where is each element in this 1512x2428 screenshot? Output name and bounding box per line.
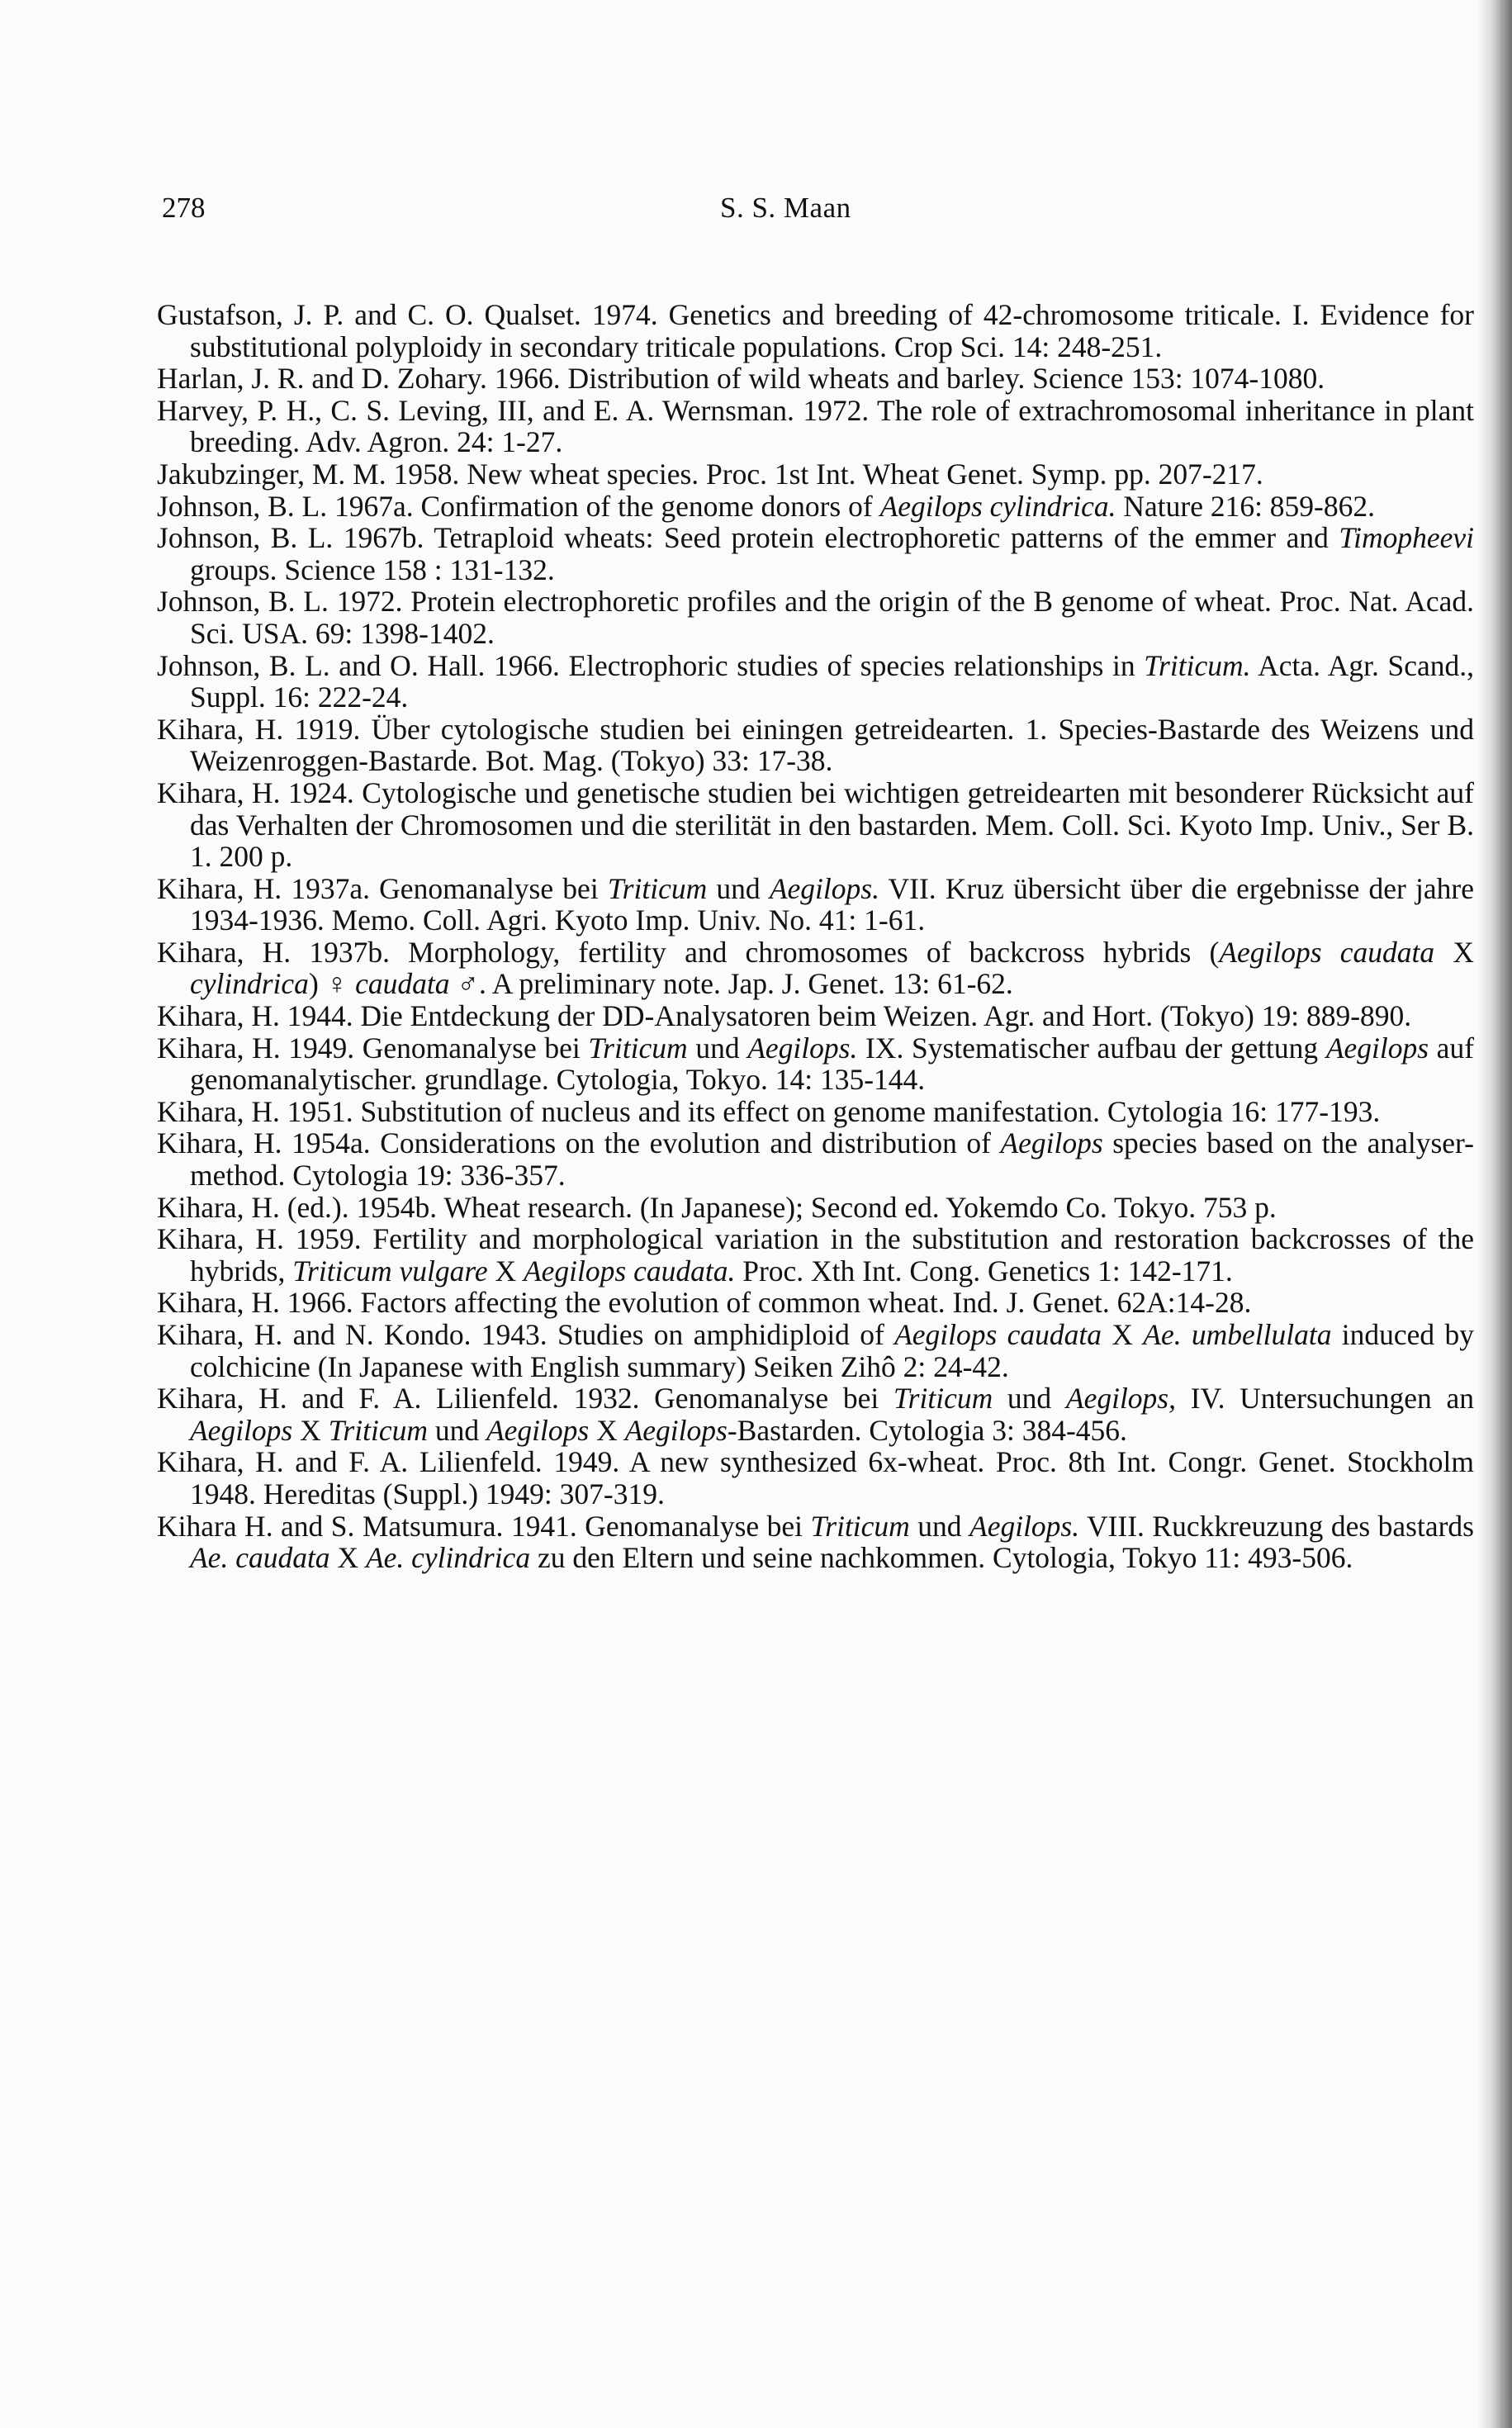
reference-italic-text: Aegilops cylindrica.: [879, 489, 1116, 523]
reference-text: Kihara, H. 1949. Genomanalyse bei: [157, 1031, 589, 1065]
reference-text: -Bastarden. Cytologia 3: 384-456.: [727, 1413, 1127, 1447]
reference-italic-text: Triticum: [893, 1382, 993, 1416]
reference-text: Jakubzinger, M. M. 1958. New wheat species. Proc. 1st Int. Wheat Genet. Symp. pp. 207-217.: [157, 457, 1263, 491]
reference-text: Kihara, H. 1919. Über cytologische studien bei einingen getreidearten. 1. Species-Bastarde des Weizens und Weizenroggen-Bastarde. Bot. Mag. (Tokyo) 33: 17-38.: [157, 712, 1474, 778]
page-edge-shadow: [1477, 0, 1512, 2428]
reference-entry: [157, 586, 1474, 649]
reference-text: Kihara, H. (ed.). 1954b. Wheat research. (In Japanese); Second ed. Yokemdo Co. Tokyo. 753 p.: [157, 1190, 1277, 1224]
reference-entry: [157, 777, 1474, 873]
reference-text: Kihara H. and S. Matsumura. 1941. Genomanalyse bei: [157, 1509, 811, 1543]
reference-italic-text: Ae. cylindrica: [365, 1541, 531, 1575]
reference-text: Acta. Agr. Scand., Suppl. 16: 222-24.: [190, 648, 1474, 714]
reference-entry: [157, 299, 1474, 363]
reference-text: X: [1434, 935, 1474, 969]
reference-text: Kihara, H. 1944. Die Entdeckung der DD-Analysatoren beim Weizen. Agr. and Hort. (Tokyo) 19: 889-890.: [157, 999, 1412, 1033]
reference-italic-text: Aegilops: [190, 1413, 293, 1447]
reference-italic-text: Aegilops.: [969, 1509, 1080, 1543]
reference-text: Johnson, B. L. 1967b. Tetraploid wheats: Seed protein electrophoretic patterns of the emmer and: [157, 521, 1339, 555]
reference-italic-text: Aegilops caudata: [1219, 935, 1435, 969]
reference-text: Harlan, J. R. and D. Zohary. 1966. Distribution of wild wheats and barley. Science 153: 1074-1080.: [157, 362, 1325, 396]
reference-italic-text: Triticum: [607, 871, 708, 905]
reference-italic-text: Triticum: [328, 1413, 428, 1447]
reference-entry: [157, 1127, 1474, 1191]
reference-text: Kihara, H. 1954a. Considerations on the evolution and distribution of: [157, 1126, 1001, 1160]
reference-text: Kihara, H. 1951. Substitution of nucleus and its effect on genome manifestation. Cytologia 16: 177-193.: [157, 1094, 1381, 1128]
reference-text: Harvey, P. H., C. S. Leving, III, and E. A. Wernsman. 1972. The role of extrachromosomal inheritance in plant breeding. Adv. Agron. 24: 1-27.: [157, 393, 1474, 459]
reference-italic-text: caudata: [355, 967, 450, 1001]
reference-italic-text: Aegilops: [1325, 1031, 1429, 1065]
reference-text: und: [909, 1509, 970, 1543]
running-head: S. S. Maan: [720, 192, 851, 224]
reference-text: Johnson, B. L. 1967a. Confirmation of the genome donors of: [157, 489, 880, 523]
reference-entry: [157, 1510, 1474, 1574]
reference-italic-text: Aegilops: [486, 1413, 590, 1447]
reference-text: und: [707, 871, 770, 905]
reference-text: Kihara, H. 1937a. Genomanalyse bei: [157, 871, 608, 905]
reference-text: Kihara, H. and F. A. Lilienfeld. 1949. A new synthesized 6x-wheat. Proc. 8th Int. Congr. Genet. Stockholm 1948. Hereditas (Suppl.) 1949: 307-319.: [157, 1445, 1474, 1510]
reference-text: und: [687, 1031, 748, 1065]
reference-text: Kihara, H. 1924. Cytologische und genetische studien bei wichtigen getreidearten mit besonderer Rücksicht auf das Verhalten der Chromosomen und die sterilität in den bastarden. Mem. Coll. Sci. Kyoto Imp. Univ., Ser B. 1. 200 p.: [157, 775, 1474, 874]
reference-text: Johnson, B. L. and O. Hall. 1966. Electrophoric studies of species relationships in: [157, 648, 1145, 682]
reference-entry: [157, 1032, 1474, 1096]
page-header: [162, 192, 1483, 241]
reference-entry: [157, 1192, 1474, 1224]
reference-text: X: [292, 1413, 329, 1447]
reference-text: Nature 216: 859-862.: [1116, 489, 1376, 523]
reference-text: species based on the analyser-method. Cytologia 19: 336-357.: [190, 1126, 1474, 1193]
reference-entry: [157, 1446, 1474, 1510]
reference-italic-text: Aegilops.: [747, 1031, 858, 1065]
reference-text: ♂. A preliminary note. Jap. J. Genet. 13: 61-62.: [449, 967, 1013, 1001]
reference-italic-text: Ae. umbellulata: [1143, 1318, 1332, 1351]
reference-italic-text: Triticum.: [1144, 648, 1251, 682]
reference-entry: [157, 1319, 1474, 1382]
reference-list: [157, 299, 1474, 1574]
reference-entry: [157, 1223, 1474, 1287]
reference-text: Kihara, H. 1959. Fertility and morphological variation in the substitution and restoration backcrosses of the hybrids,: [157, 1222, 1474, 1288]
reference-text: und: [427, 1413, 486, 1447]
reference-text: Kihara, H. 1966. Factors affecting the evolution of common wheat. Ind. J. Genet. 62A:14-28.: [157, 1286, 1252, 1320]
reference-text: zu den Eltern und seine nachkommen. Cytologia, Tokyo 11: 493-506.: [530, 1541, 1353, 1575]
reference-italic-text: cylindrica: [190, 967, 309, 1001]
reference-text: Proc. Xth Int. Cong. Genetics 1: 142-171.: [735, 1254, 1233, 1288]
reference-text: IV. Untersuchungen an: [1176, 1382, 1475, 1416]
reference-text: induced by colchicine (In Japanese with English summary) Seiken Zihô 2: 24-42.: [190, 1318, 1474, 1383]
reference-entry: [157, 937, 1474, 1000]
reference-text: groups. Science 158 : 131-132.: [190, 552, 555, 586]
reference-text: ) ♀: [308, 967, 356, 1001]
reference-italic-text: Triticum vulgare: [292, 1254, 488, 1288]
reference-text: Kihara, H. and N. Kondo. 1943. Studies on amphidiploid of: [157, 1318, 895, 1351]
reference-text: VIII. Ruckkreuzung des bastards: [1079, 1509, 1474, 1543]
reference-entry: [157, 458, 1474, 491]
reference-text: Gustafson, J. P. and C. O. Qualset. 1974. Genetics and breeding of 42-chromosome triticale. I. Evidence for substitutional polyploidy in secondary triticale populations. Crop Sci. 14: 248-251.: [157, 298, 1474, 363]
reference-text: auf genomanalytischer. grundlage. Cytologia, Tokyo. 14: 135-144.: [190, 1031, 1475, 1097]
page-number: 278: [162, 192, 206, 224]
reference-italic-text: Aegilops.: [769, 871, 879, 905]
reference-entry: [157, 1000, 1474, 1032]
reference-text: Johnson, B. L. 1972. Protein electrophoretic profiles and the origin of the B genome of wheat. Proc. Nat. Acad. Sci. USA. 69: 1398-1402.: [157, 585, 1474, 650]
reference-text: X: [487, 1254, 524, 1288]
reference-entry: [157, 522, 1474, 586]
reference-entry: [157, 650, 1474, 714]
reference-entry: [157, 1382, 1474, 1446]
reference-entry: [157, 714, 1474, 777]
reference-italic-text: Aegilops,: [1065, 1382, 1176, 1416]
reference-entry: [157, 491, 1474, 523]
reference-entry: [157, 1096, 1474, 1128]
reference-entry: [157, 873, 1474, 937]
reference-italic-text: Aegilops caudata: [894, 1318, 1102, 1351]
reference-italic-text: Aegilops: [624, 1413, 728, 1447]
reference-text: X: [589, 1413, 625, 1447]
reference-text: Kihara, H. 1937b. Morphology, fertility and chromosomes of backcross hybrids (: [157, 935, 1220, 969]
reference-entry: [157, 1287, 1474, 1319]
reference-italic-text: Triticum: [588, 1031, 688, 1065]
reference-text: IX. Systematischer aufbau der gettung: [857, 1031, 1326, 1065]
reference-italic-text: Timopheevi: [1339, 521, 1474, 555]
reference-text: X: [329, 1541, 366, 1575]
reference-text: und: [993, 1382, 1066, 1416]
reference-italic-text: Triticum: [810, 1509, 910, 1543]
reference-text: VII. Kruz übersicht über die ergebnisse der jahre 1934-1936. Memo. Coll. Agri. Kyoto Imp. Univ. No. 41: 1-61.: [190, 871, 1475, 937]
reference-italic-text: Aegilops caudata.: [523, 1254, 736, 1288]
reference-italic-text: Aegilops: [1000, 1126, 1103, 1160]
reference-entry: [157, 363, 1474, 395]
reference-text: Kihara, H. and F. A. Lilienfeld. 1932. Genomanalyse bei: [157, 1382, 893, 1416]
reference-entry: [157, 395, 1474, 458]
reference-text: X: [1102, 1318, 1144, 1351]
reference-italic-text: Ae. caudata: [190, 1541, 330, 1575]
